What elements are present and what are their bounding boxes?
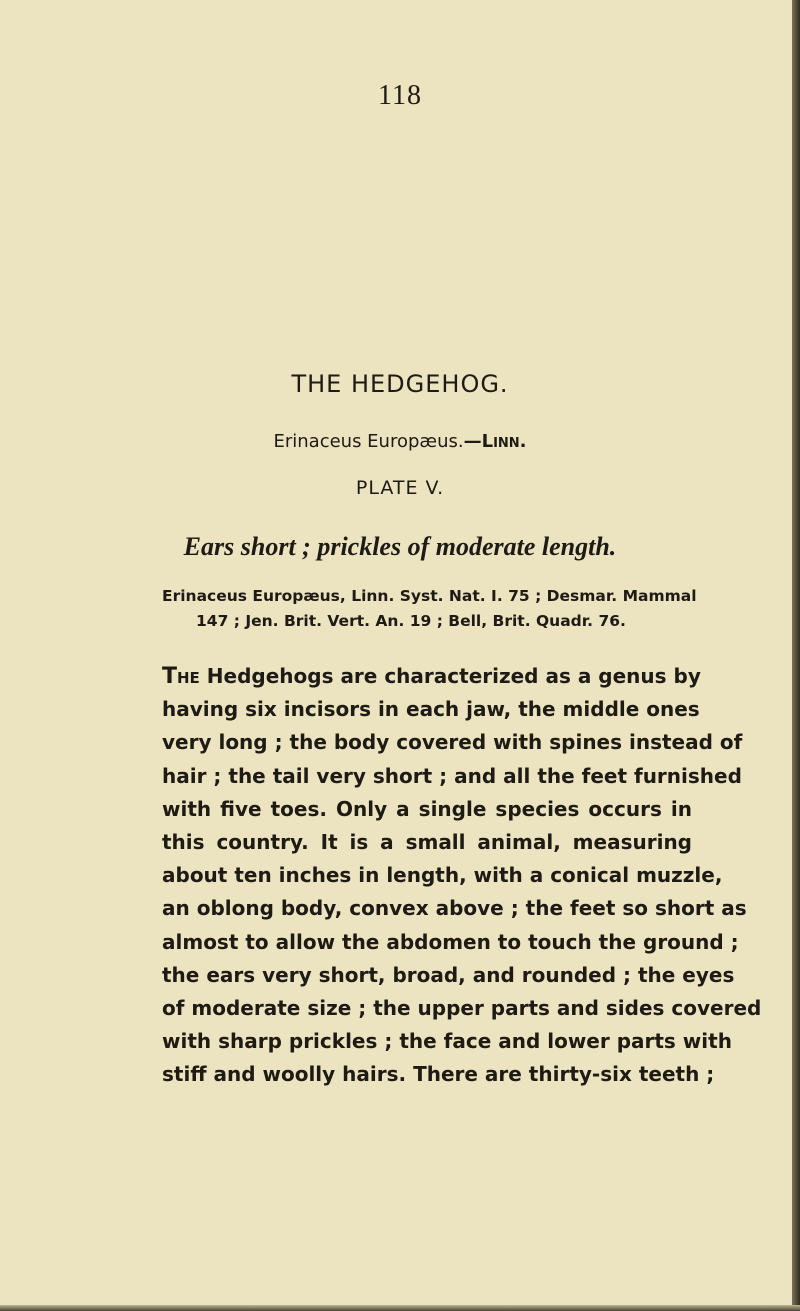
body-line: having six incisors in each jaw, the middle ones <box>162 697 700 722</box>
lead-word: The <box>162 664 200 689</box>
page-bottom-edge <box>0 1305 800 1311</box>
body-line: about ten inches in length, with a conical muzzle, <box>162 863 723 888</box>
page-number: 118 <box>378 80 422 111</box>
scientific-name-line <box>0 431 800 452</box>
body-line: stiff and woolly hairs. There are thirty-six teeth ; <box>162 1062 715 1087</box>
authority: —Linn. <box>463 431 527 452</box>
body-line: very long ; the body covered with spines instead of <box>162 730 743 755</box>
synonymy-line: 147 ; Jen. Brit. Vert. An. 19 ; Bell, Brit. Quadr. 76. <box>196 612 626 630</box>
body-line: almost to allow the abdomen to touch the ground ; <box>162 929 739 954</box>
body-line: with five toes. Only a single species occurs in <box>162 796 692 821</box>
body-line <box>162 660 701 693</box>
body-line: of moderate size ; the upper parts and sides covered <box>162 996 762 1021</box>
plate-label: PLATE V. <box>355 477 445 499</box>
body-line: hair ; the tail very short ; and all the feet furnished <box>162 763 742 788</box>
diagnosis: Ears short ; prickles of moderate length. <box>183 532 617 561</box>
body-line-text: Hedgehogs are characterized as a genus by <box>199 664 701 688</box>
synonymy-line: Erinaceus Europæus, Linn. Syst. Nat. I. 75 ; Desmar. Mammal <box>162 587 697 605</box>
scientific-name: Erinaceus Europæus. <box>273 431 464 452</box>
body-line: with sharp prickles ; the face and lower parts with <box>162 1029 732 1054</box>
body-line: this country. It is a small animal, measuring <box>162 830 692 855</box>
section-title: THE HEDGEHOG. <box>291 370 509 398</box>
body-line: the ears very short, broad, and rounded ; the eyes <box>162 962 735 987</box>
synonymy <box>162 584 697 634</box>
body-line: an oblong body, convex above ; the feet so short as <box>162 896 747 921</box>
binding-edge <box>792 0 800 1311</box>
body-paragraph <box>162 660 762 1092</box>
